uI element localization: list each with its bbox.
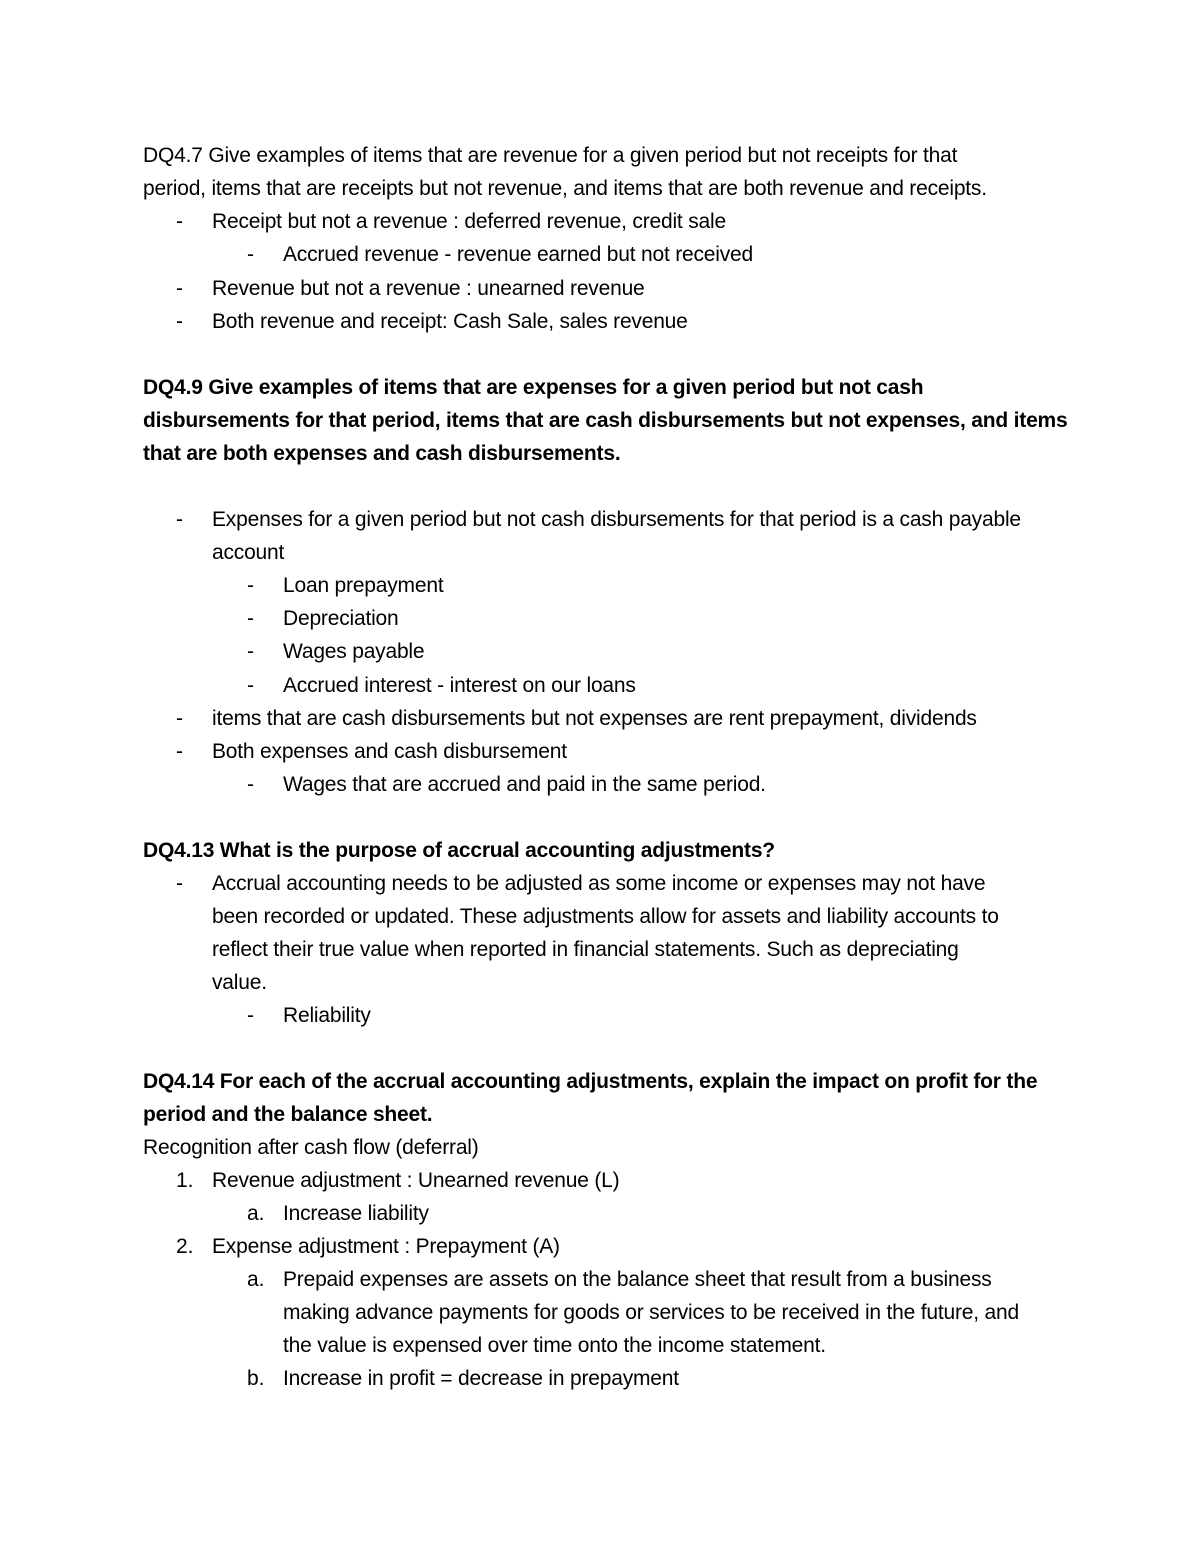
lettered-marker: a. [247, 1268, 265, 1291]
list-item-continuation: value. [212, 971, 267, 994]
q49-title-line-2: disbursements for that period, items that are cash disbursements but not expenses, and items [143, 409, 1068, 432]
q414-title-line-1: DQ4.14 For each of the accrual accounting adjustments, explain the impact on profit for the [143, 1070, 1038, 1093]
list-item: Both revenue and receipt: Cash Sale, sales revenue [212, 310, 688, 333]
list-item: Depreciation [283, 607, 399, 630]
bullet-marker: - [176, 707, 183, 730]
list-item: Increase in profit = decrease in prepayment [283, 1367, 679, 1390]
bullet-marker: - [176, 277, 183, 300]
lettered-marker: b. [247, 1367, 265, 1390]
list-item: Prepaid expenses are assets on the balance sheet that result from a business [283, 1268, 992, 1291]
bullet-marker: - [247, 243, 254, 266]
list-item-continuation: the value is expensed over time onto the income statement. [283, 1334, 826, 1357]
bullet-marker: - [176, 210, 183, 233]
bullet-marker: - [176, 310, 183, 333]
bullet-marker: - [247, 607, 254, 630]
list-item: Wages that are accrued and paid in the same period. [283, 773, 766, 796]
numbered-marker: 1. [176, 1169, 194, 1192]
list-item: Accrued revenue - revenue earned but not received [283, 243, 754, 266]
list-item: Increase liability [283, 1202, 429, 1225]
list-item-continuation: making advance payments for goods or services to be received in the future, and [283, 1301, 1019, 1324]
q413-title: DQ4.13 What is the purpose of accrual accounting adjustments? [143, 839, 775, 862]
lettered-marker: a. [247, 1202, 265, 1225]
list-item: items that are cash disbursements but not expenses are rent prepayment, dividends [212, 707, 977, 730]
list-item: Wages payable [283, 640, 425, 663]
q414-subheading: Recognition after cash flow (deferral) [143, 1136, 479, 1159]
list-item: Expenses for a given period but not cash disbursements for that period is a cash payable [212, 508, 1021, 531]
q414-title-line-2: period and the balance sheet. [143, 1103, 433, 1126]
list-item: Accrual accounting needs to be adjusted as some income or expenses may not have [212, 872, 986, 895]
q47-title-line-2: period, items that are receipts but not revenue, and items that are both revenue and receipts. [143, 177, 987, 200]
bullet-marker: - [176, 740, 183, 763]
list-item: Expense adjustment : Prepayment (A) [212, 1235, 560, 1258]
bullet-marker: - [247, 640, 254, 663]
bullet-marker: - [247, 674, 254, 697]
list-item: Revenue adjustment : Unearned revenue (L) [212, 1169, 620, 1192]
list-item: Receipt but not a revenue : deferred revenue, credit sale [212, 210, 726, 233]
bullet-marker: - [247, 574, 254, 597]
list-item-continuation: reflect their true value when reported in financial statements. Such as depreciating [212, 938, 959, 961]
list-item-continuation: been recorded or updated. These adjustments allow for assets and liability accounts to [212, 905, 999, 928]
list-item: Both expenses and cash disbursement [212, 740, 567, 763]
list-item-continuation: account [212, 541, 285, 564]
list-item: Loan prepayment [283, 574, 444, 597]
q49-title-line-3: that are both expenses and cash disbursements. [143, 442, 621, 465]
bullet-marker: - [247, 1004, 254, 1027]
list-item: Accrued interest - interest on our loans [283, 674, 636, 697]
bullet-marker: - [176, 872, 183, 895]
q47-title-line-1: DQ4.7 Give examples of items that are revenue for a given period but not receipts for that [143, 144, 958, 167]
bullet-marker: - [247, 773, 254, 796]
bullet-marker: - [176, 508, 183, 531]
list-item: Revenue but not a revenue : unearned revenue [212, 277, 645, 300]
q49-title-line-1: DQ4.9 Give examples of items that are expenses for a given period but not cash [143, 376, 924, 399]
numbered-marker: 2. [176, 1235, 194, 1258]
list-item: Reliability [283, 1004, 371, 1027]
